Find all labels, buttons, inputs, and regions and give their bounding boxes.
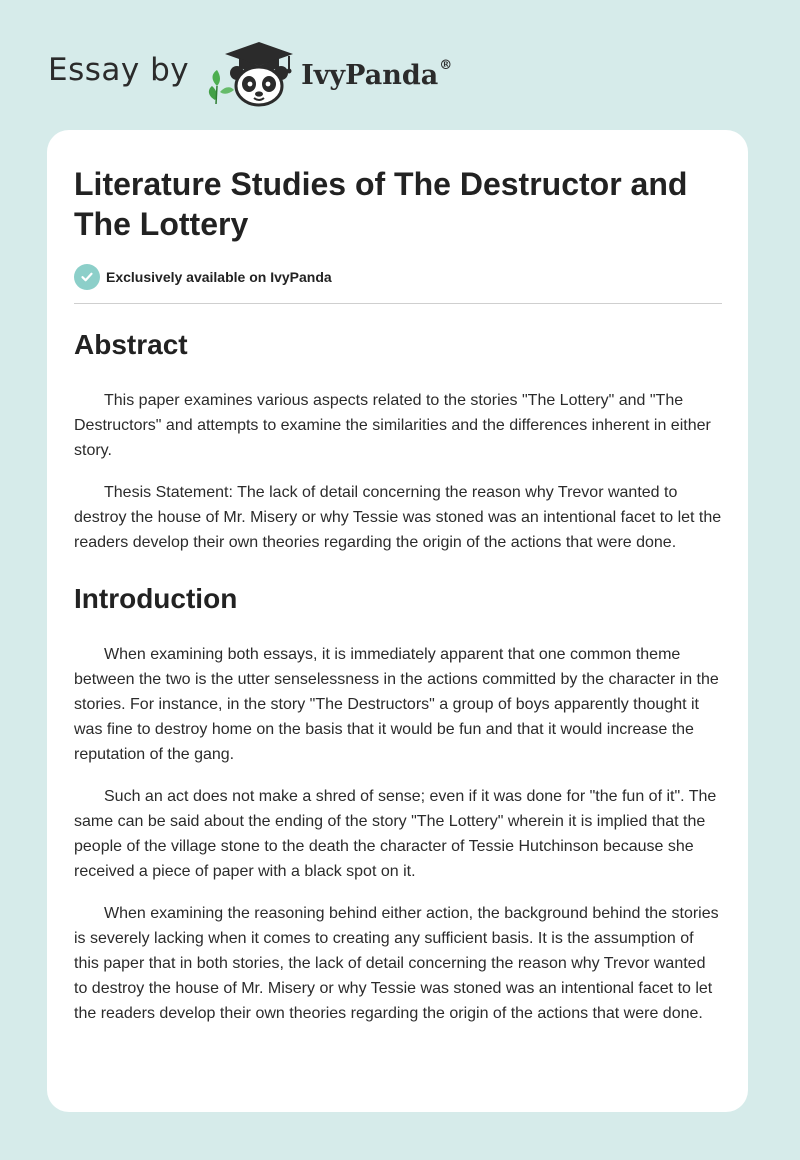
divider: [74, 303, 722, 304]
panda-logo-icon: [203, 36, 295, 108]
site-header: [48, 36, 452, 108]
essay-card: [47, 130, 748, 1112]
section-heading-abstract: Abstract: [74, 329, 188, 360]
essay-by-label: Essay by: [48, 52, 190, 88]
page-title: Literature Studies of The Destructor and The Lottery: [74, 166, 688, 242]
paragraph: Thesis Statement: The lack of detail concerning the reason why Trevor wanted to destroy the house of Mr. Misery or why Tessie was stoned was an intentional facet to let the readers develop their own theories regarding the origin of the actions that were done.: [74, 484, 722, 551]
paragraph: This paper examines various aspects related to the stories "The Lottery" and "The Destructors" and attempts to examine the similarities and the differences inherent in either story.: [74, 392, 711, 459]
section-heading-introduction: Introduction: [74, 583, 238, 614]
brand-name: [301, 57, 453, 91]
paragraph: When examining both essays, it is immediately apparent that one common theme between the two is the utter senselessness in the actions committed by the character in the stories. For instance, in the story "The Destructors" a group of boys apparently thought it was fine to destroy home on the basis that it would be fun and that it would increase the reputation of the gang.: [74, 646, 719, 763]
brand-name-text: IvyPanda: [301, 59, 439, 91]
paragraph: Such an act does not make a shred of sense; even if it was done for "the fun of it". The same can be said about the ending of the story "The Lottery" wherein it is implied that the people of the village stone to the death the character of Tessie Hutchinson because she received a piece of paper with a black spot on it.: [74, 788, 717, 880]
checkmark-icon: [74, 264, 100, 290]
paragraph: When examining the reasoning behind either action, the background behind the stories is severely lacking when it comes to creating any sufficient basis. It is the assumption of this paper that in both stories, the lack of detail concerning the reason why Trevor wanted to destroy the house of Mr. Misery or why Tessie was stoned was an intentional facet to let the readers develop their own theories regarding the origin of the actions that were done.: [74, 905, 719, 1022]
exclusive-badge: [74, 264, 722, 290]
registered-mark: ®: [439, 57, 453, 73]
badge-text: Exclusively available on IvyPanda: [106, 269, 332, 285]
